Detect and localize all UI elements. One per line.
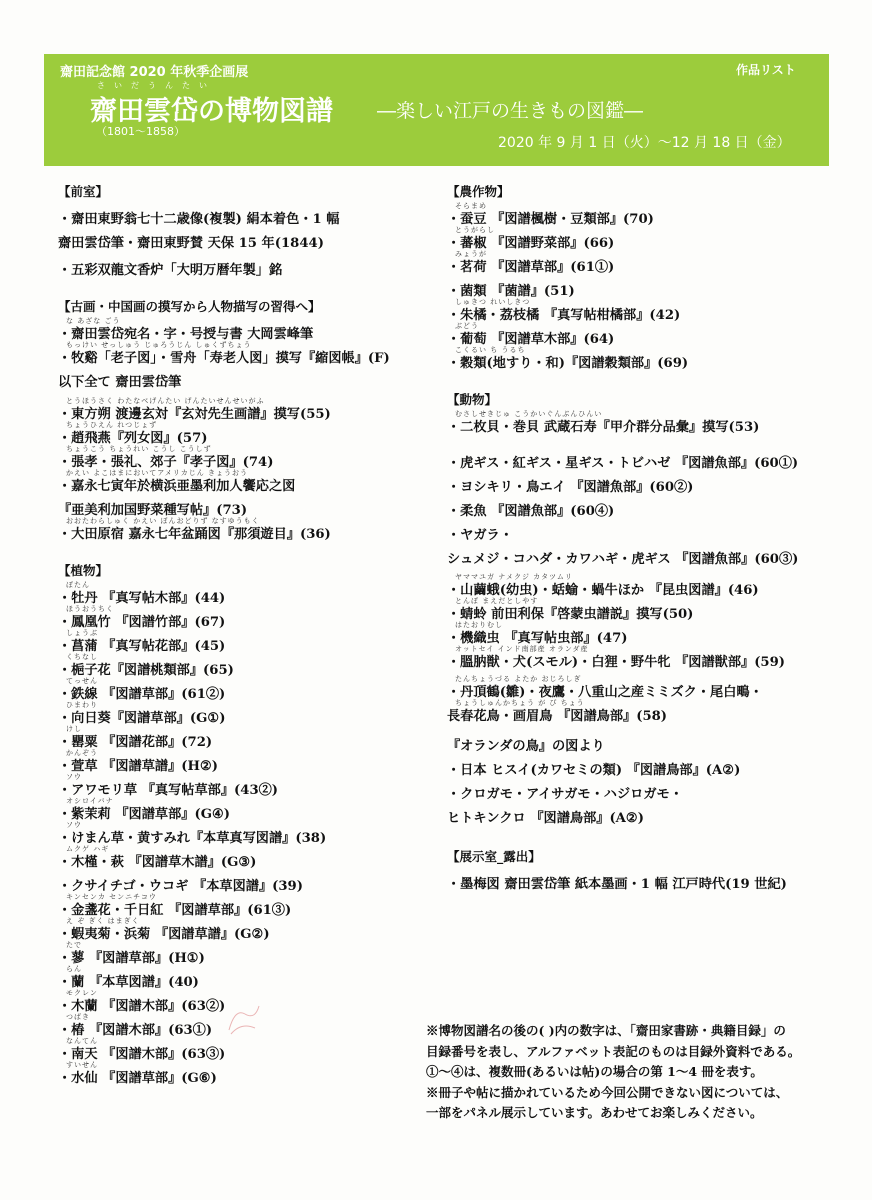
- ruby-text: そらまめ: [455, 202, 487, 210]
- item-text: ・機織虫 『真写帖虫部』(47): [447, 631, 628, 646]
- list-item: [58, 725, 438, 749]
- list-item: [447, 542, 847, 566]
- ruby-text: すいせん: [66, 1061, 98, 1069]
- item-text: ・鉄線 『図譜草部』(61②): [58, 687, 226, 702]
- ruby-text: ヤママユガ ナメクジ カタツムリ: [455, 573, 573, 581]
- ruby-text: ぶどう: [455, 322, 479, 330]
- ruby-text: たんちょうづる よたか おじろしぎ: [455, 675, 582, 683]
- item-text: ・菖蒲 『真写帖花部』(45): [58, 639, 226, 654]
- exhibition-title: 齋田雲岱の博物図譜: [90, 96, 333, 127]
- item-text: ・張孝・張礼、郊子『孝子図』(74): [58, 455, 274, 470]
- item-text: ・蘭 『本草図譜』(40): [58, 975, 199, 990]
- ruby-text: らん: [66, 965, 82, 973]
- ruby-text: はたおりむし: [455, 621, 503, 629]
- footnote-line: 一部をパネル展示しています。あわせてお楽しみください。: [426, 1105, 763, 1120]
- item-text: ・墨梅図 齋田雲岱筆 紙本墨画・1 幅 江戸時代(19 世紀): [447, 877, 787, 892]
- list-item: [447, 729, 847, 753]
- item-text: ・南天 『図譜木部』(63③): [58, 1047, 226, 1062]
- ruby-text: こくるい ち うるち: [455, 346, 526, 354]
- list-item: [58, 701, 438, 725]
- section-heading: 【前室】: [58, 184, 109, 199]
- item-text: ・嘉永七寅年於横浜亜墨利加人饗応之図: [58, 479, 296, 494]
- ruby-text: くちなし: [66, 653, 98, 661]
- list-item: [58, 605, 438, 629]
- ruby-text: ちょうひえん れつじょず: [66, 421, 158, 429]
- list-item: [447, 226, 847, 250]
- list-item: [58, 917, 438, 941]
- item-text: ・木槿・萩 『図譜草木譜』(G③): [58, 855, 257, 870]
- list-item: [58, 397, 438, 421]
- item-text: ・虎ギス・紅ギス・星ギス・トビハゼ 『図譜魚部』(60①): [447, 456, 799, 471]
- list-item: [447, 675, 847, 699]
- ruby-text: ひまわり: [66, 701, 98, 709]
- list-item: [58, 797, 438, 821]
- item-text: ・蓼 『図譜草部』(H①): [58, 951, 205, 966]
- item-text: ・丹頂鶴(雛)・夜鷹・八重山之産ミミズク・尾白鴫・: [447, 685, 763, 700]
- section-1: [58, 297, 438, 541]
- section-heading: 【展示室_露出】: [447, 849, 541, 864]
- list-item: [447, 322, 847, 346]
- item-text: 『亜美利加国野菜種写帖』(73): [58, 503, 248, 518]
- item-text: ・蕃椒 『図譜野菜部』(66): [447, 236, 615, 251]
- list-item: [447, 867, 847, 891]
- list-item: [58, 749, 438, 773]
- list-item: [447, 753, 847, 777]
- item-text: ・蝦夷菊・浜菊 『図譜草譜』(G②): [58, 927, 270, 942]
- list-item: [447, 645, 847, 669]
- item-text: ・日本 ヒスイ(カワセミの類) 『図譜鳥部』(A②): [447, 763, 741, 778]
- item-text: ・葡萄 『図譜草木部』(64): [447, 332, 615, 347]
- exhibition-dates: 2020 年 9 月 1 日（火）～12 月 18 日（金）: [498, 135, 791, 151]
- list-item: [58, 821, 438, 845]
- item-text: ヒトキンクロ 『図譜鳥部』(A②): [447, 811, 644, 826]
- list-item: [58, 677, 438, 701]
- ruby-text: かんぞう: [66, 749, 98, 757]
- red-stamp-mark: [225, 1000, 263, 1038]
- ruby-text: ムクゲ ハギ: [66, 845, 110, 853]
- list-item: [58, 469, 438, 493]
- ruby-text: ソウ: [66, 773, 82, 781]
- list-item: [58, 773, 438, 797]
- item-text: ・柔魚 『図譜魚部』(60④): [447, 504, 615, 519]
- title-ruby: さいだうんたい: [97, 81, 216, 90]
- item-text: シュメジ・コハダ・カワハギ・虎ギス 『図譜魚部』(60③): [447, 552, 799, 567]
- section-heading: 【古画・中国画の摸写から人物描写の習得へ】: [58, 299, 321, 314]
- section-2: [447, 847, 847, 891]
- ruby-text: ソウ: [66, 821, 82, 829]
- item-text: ・齋田雲岱宛名・字・号授与書 大岡雲峰筆: [58, 327, 314, 342]
- item-text: ・五彩双龍文香炉「大明万暦年製」銘: [58, 263, 283, 278]
- artist-years: （1801～1858）: [96, 125, 185, 138]
- item-text: ・牧谿「老子図」・雪舟「寿老人図」摸写『縮図帳』(F): [58, 351, 390, 366]
- item-text: ・朱橘・荔枝橘 『真写帖柑橘部』(42): [447, 308, 681, 323]
- list-item: [58, 421, 438, 445]
- ruby-text: ちょうこう ちょうれい こうし こうしず: [66, 445, 212, 453]
- ruby-text: みょうが: [455, 250, 487, 258]
- work-list-label: 作品リスト: [736, 63, 796, 77]
- ruby-text: しょうぶ: [66, 629, 98, 637]
- list-item: [58, 893, 438, 917]
- ruby-text: とうがらし: [455, 226, 495, 234]
- section-heading: 【動物】: [447, 392, 498, 407]
- footnote-line: ※博物図譜名の後の( )内の数字は、「齋田家書跡・典籍目録」の: [426, 1023, 786, 1038]
- section-0: [58, 182, 438, 277]
- item-text: ・梔子花『図譜桃類部』(65): [58, 663, 234, 678]
- item-text: ・趙飛燕『列女図』(57): [58, 431, 208, 446]
- list-item: [447, 410, 847, 434]
- item-text: ・木蘭 『図譜木部』(63②): [58, 999, 226, 1014]
- item-text: ・膃肭獣・犬(スモル)・白狸・野牛牝 『図譜獣部』(59): [447, 655, 786, 670]
- item-text: ・ヤガラ・: [447, 528, 513, 543]
- section-heading: 【植物】: [58, 563, 109, 578]
- list-item: [58, 202, 438, 226]
- list-item: [447, 470, 847, 494]
- list-item: [447, 274, 847, 298]
- item-text: ・クサイチゴ・ウコギ 『本草図譜』(39): [58, 879, 303, 894]
- ruby-text: ちょうしゅんかちょう が び ちょう: [455, 699, 585, 707]
- list-item: [447, 621, 847, 645]
- ruby-text: オットセイ インド南部産 オランダ産: [455, 645, 589, 653]
- item-text: ・萱草 『図譜草譜』(H②): [58, 759, 219, 774]
- ruby-text: オシロイバナ: [66, 797, 114, 805]
- list-item: [447, 346, 847, 370]
- list-item: [58, 493, 438, 517]
- ruby-text: なんてん: [66, 1037, 98, 1045]
- item-text: ・紫茉莉 『図譜草部』(G④): [58, 807, 231, 822]
- item-text: ・茗荷 『図譜草部』(61①): [447, 260, 615, 275]
- list-item: [58, 317, 438, 341]
- ruby-text: けし: [66, 725, 82, 733]
- ruby-text: しゅきつ れいしきつ: [455, 298, 531, 306]
- right-column: [447, 182, 847, 891]
- item-text: ・東方朔 渡邊玄対『玄対先生画譜』摸写(55): [58, 407, 331, 422]
- item-text: 長春花鳥・画眉鳥 『図譜鳥部』(58): [447, 709, 668, 724]
- list-item: [58, 941, 438, 965]
- ruby-text: かえい よこはまにおいてアメリカじん きょうおう: [66, 469, 248, 477]
- list-item: [447, 494, 847, 518]
- footnote-line: ※冊子や帖に描かれているため今回公開できない図については、: [426, 1084, 789, 1100]
- list-item: [447, 250, 847, 274]
- ruby-text: ぼたん: [66, 581, 90, 589]
- ruby-text: つばき: [66, 1013, 90, 1021]
- ruby-text: てっせん: [66, 677, 98, 685]
- ruby-text: キンセンカ センニチコウ: [66, 893, 157, 901]
- list-item: [447, 518, 847, 542]
- left-column: [58, 182, 438, 1085]
- ruby-text: たで: [66, 941, 82, 949]
- list-item: [58, 517, 438, 541]
- section-0: [447, 182, 847, 370]
- list-item: [58, 629, 438, 653]
- list-item: [58, 965, 438, 989]
- item-text: ・アワモリ草 『真写帖草部』(43②): [58, 783, 279, 798]
- item-text: 『オランダの鳥』の図より: [447, 739, 605, 754]
- list-item: [58, 445, 438, 469]
- list-item: [58, 653, 438, 677]
- list-item: [58, 226, 438, 250]
- item-text: 齋田雲岱筆・齋田東野賛 天保 15 年(1844): [58, 236, 324, 251]
- item-text: ・ヨシキリ・鳥エイ 『図譜魚部』(60②): [447, 480, 694, 495]
- item-text: ・山繭蛾(幼虫)・蛞蝓・蝸牛ほか 『昆虫図譜』(46): [447, 583, 759, 598]
- item-text: ・鳳凰竹 『図譜竹部』(67): [58, 615, 226, 630]
- ruby-text: え ぞ ぎく はまぎく: [66, 917, 140, 925]
- item-text: ・蚕豆 『図譜楓樹・豆類部』(70): [447, 212, 654, 227]
- list-item: [447, 573, 847, 597]
- ruby-text: モクレン: [66, 989, 98, 997]
- ruby-text: おおたわらしゅく かえい ぼんおどりず なすゆうもく: [66, 517, 260, 525]
- list-item: [447, 298, 847, 322]
- section-heading: 【農作物】: [447, 184, 510, 199]
- item-text: ・齋田東野翁七十二歳像(複製) 絹本着色・1 幅: [58, 212, 340, 227]
- footnotes: [426, 1021, 846, 1124]
- ruby-text: とんぼ まえだとしやす: [455, 597, 539, 605]
- item-text: ・椿 『図譜木部』(63①): [58, 1023, 213, 1038]
- item-text: ・菌類 『菌譜』(51): [447, 284, 575, 299]
- organizer-label: 齋田記念館 2020 年秋季企画展: [60, 65, 249, 80]
- list-item: [447, 777, 847, 801]
- list-item: [58, 845, 438, 869]
- item-text: ・牡丹 『真写帖木部』(44): [58, 591, 226, 606]
- ruby-text: ほうおうちく: [66, 605, 114, 613]
- footnote-line: ①～④は、複数冊(あるいは帖)の場合の第 1～4 冊を表す。: [426, 1064, 763, 1079]
- item-text: ・向日葵『図譜草部』(G①): [58, 711, 226, 726]
- item-text: ・二枚貝・巻貝 武蔵石寿『甲介群分品彙』摸写(53): [447, 420, 760, 435]
- list-item: [447, 202, 847, 226]
- list-item: [447, 597, 847, 621]
- item-text: ・蜻蛉 前田利保『啓蒙虫譜説』摸写(50): [447, 607, 694, 622]
- ruby-text: とうほうさく わたなべげんたい げんたいせんせいがふ: [66, 397, 265, 405]
- item-text: ・金盞花・千日紅 『図譜草部』(61③): [58, 903, 292, 918]
- ruby-text: な あざな ごう: [66, 317, 121, 325]
- item-text: ・罌粟 『図譜花部』(72): [58, 735, 213, 750]
- item-text: ・大田原宿 嘉永七年盆踊図『那須遊目』(36): [58, 527, 331, 542]
- ruby-text: もっけい せっしゅう じゅろうじん しゅくずちょう: [66, 341, 252, 349]
- exhibition-subtitle: ―楽しい江戸の生きもの図鑑―: [377, 100, 644, 122]
- list-item: [58, 253, 438, 277]
- list-item: [58, 869, 438, 893]
- footnote-line: 目録番号を表し、アルファベット表記のものは目録外資料である。: [426, 1043, 801, 1059]
- item-text: ・水仙 『図譜草部』(G⑥): [58, 1071, 217, 1086]
- list-item: [447, 699, 847, 723]
- list-item: [58, 341, 438, 365]
- list-item: [447, 446, 847, 470]
- section-1: [447, 390, 847, 825]
- item-text: 以下全て 齋田雲岱筆: [58, 375, 182, 390]
- list-item: [58, 581, 438, 605]
- list-item: [58, 1061, 438, 1085]
- item-text: ・クロガモ・アイサガモ・ハジロガモ・: [447, 787, 683, 802]
- item-text: ・けまん草・黄すみれ『本草真写図譜』(38): [58, 831, 327, 846]
- list-item: [58, 1037, 438, 1061]
- list-item: [58, 365, 438, 389]
- list-item: [447, 801, 847, 825]
- ruby-text: むさしせきじゅ こうかいぐんぶんひんい: [455, 410, 603, 418]
- item-text: ・穀類(地すり・和)『図譜穀類部』(69): [447, 356, 689, 371]
